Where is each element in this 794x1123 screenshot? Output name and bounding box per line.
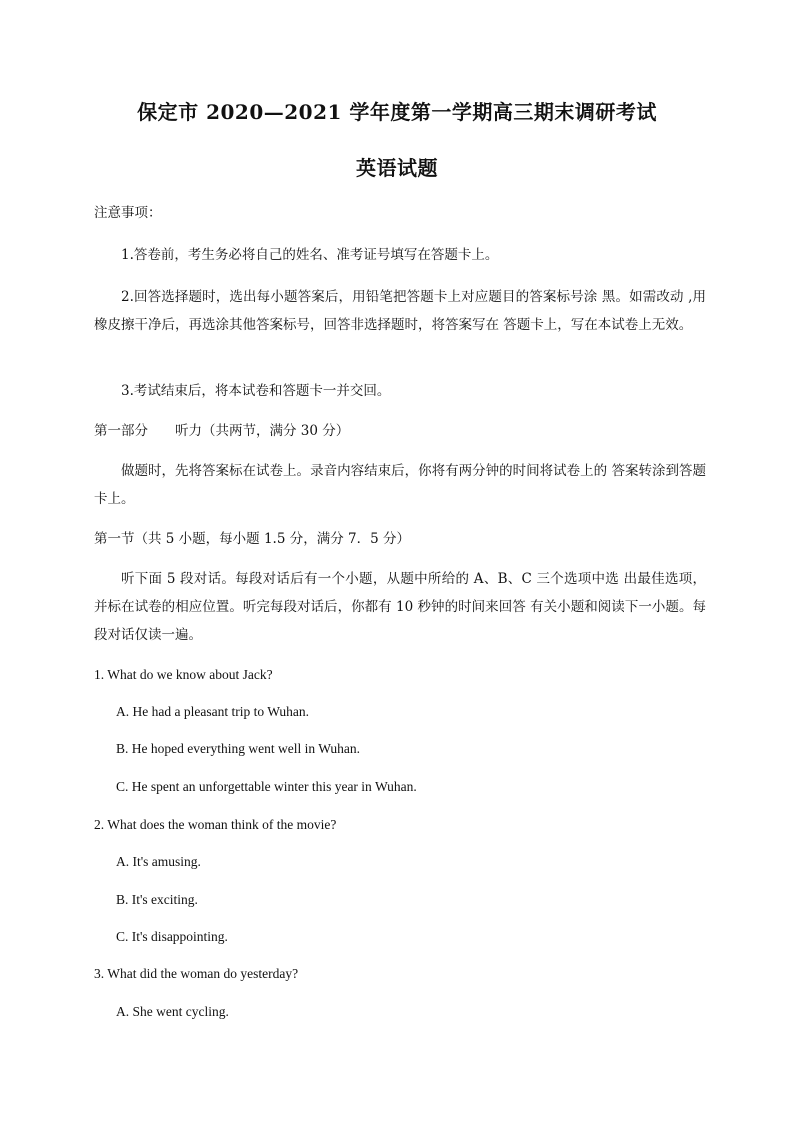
question-1-option-a: A. He had a pleasant trip to Wuhan.: [116, 704, 310, 719]
question-1-option-b: B. He hoped everything went well in Wuhan.: [116, 741, 361, 756]
question-1-stem: 1. What do we know about Jack?: [94, 667, 273, 682]
exam-subtitle: 英语试题: [356, 156, 438, 180]
question-1-option-c: C. He spent an unforgettable winter this year in Wuhan.: [116, 779, 417, 794]
section1-instructions: 听下面 5 段对话。每段对话后有一个小题，从题中所给的 A、B、C 三个选项中选 出最佳选项，并标在试卷的相应位置。听完每段对话后，你都有 10 秒钟的时间来回答 有关小题和阅读下一小题。每段对话仅读一遍。: [94, 571, 706, 643]
note-item-2: 2.回答选择题时，选出每小题答案后，用铅笔把答题卡上对应题目的答案标号涂 黑。如需改动 ,用橡皮擦干净后，再选涂其他答案标号，回答非选择题时，将答案写在 答题卡上，写在本试卷上无效。: [94, 289, 706, 333]
note-item-3: 3.考试结束后，将本试卷和答题卡一并交回。: [121, 383, 391, 399]
question-2-stem: 2. What does the woman think of the movie?: [94, 817, 337, 832]
section1-heading: 第一节（共 5 小题，每小题 1.5 分，满分 7．5 分）: [94, 531, 410, 547]
part1-heading: 第一部分 听力（共两节，满分 30 分）: [94, 423, 350, 439]
question-2-option-c: C. It's disappointing.: [116, 929, 228, 944]
notes-heading: 注意事项：: [94, 205, 162, 221]
note-item-1: 1.答卷前，考生务必将自己的姓名、准考证号填写在答题卡上。: [121, 247, 499, 263]
exam-title: 保定市 2020—2021 学年度第一学期高三期末调研考试: [137, 100, 657, 124]
part1-instructions: 做题时，先将答案标在试卷上。录音内容结束后，你将有两分钟的时间将试卷上的 答案转涂到答题卡上。: [94, 463, 706, 507]
question-3-option-a: A. She went cycling.: [116, 1004, 229, 1019]
question-2-option-b: B. It's exciting.: [116, 892, 198, 907]
question-2-option-a: A. It's amusing.: [116, 854, 201, 869]
question-3-stem: 3. What did the woman do yesterday?: [94, 966, 299, 981]
